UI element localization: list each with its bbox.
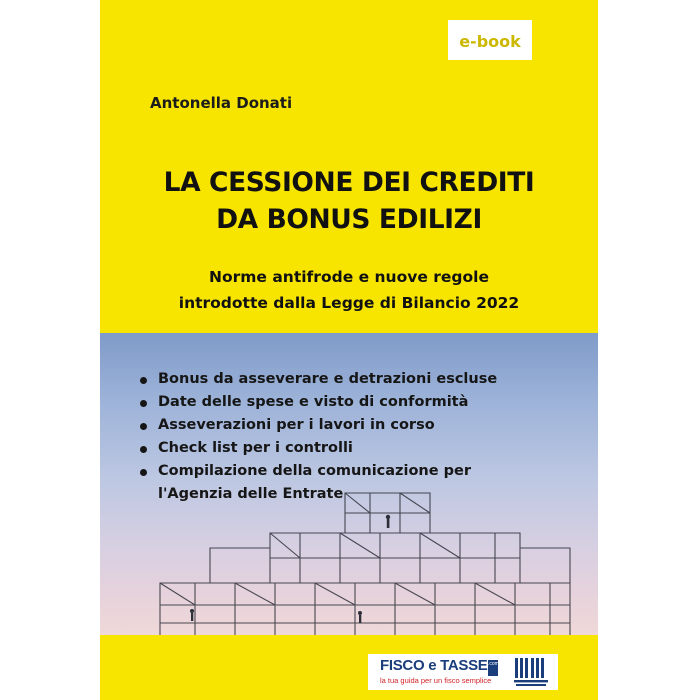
book-subtitle xyxy=(100,264,598,316)
book-cover xyxy=(100,0,598,700)
list-item: Bonus da asseverare e detrazioni escluse xyxy=(140,368,528,391)
fiscoetasse-logo: FISCO e TASSE xyxy=(380,657,488,674)
ebook-badge: e-book xyxy=(448,20,532,60)
list-item: Compilazione della comunicazione per l'Agenzia delle Entrate xyxy=(140,460,528,506)
title-line-1: LA CESSIONE DEI CREDITI xyxy=(163,167,535,198)
publisher-tagline: la tua guida per un fisco semplice xyxy=(380,676,492,685)
book-title xyxy=(100,164,598,238)
list-item: Check list per i controlli xyxy=(140,437,528,460)
title-line-2: DA BONUS EDILIZI xyxy=(216,204,482,235)
scaffolding-photo xyxy=(100,333,598,635)
publisher-logos xyxy=(368,654,558,690)
author-name: Antonella Donati xyxy=(150,94,293,112)
subtitle-line-1: Norme antifrode e nuove regole xyxy=(209,268,489,286)
maggioli-logo-icon xyxy=(512,656,550,688)
feature-list xyxy=(140,368,528,506)
com-mark: .com xyxy=(488,660,498,676)
list-item: Asseverazioni per i lavori in corso xyxy=(140,414,528,437)
subtitle-line-2: introdotte dalla Legge di Bilancio 2022 xyxy=(178,294,520,312)
list-item: Date delle spese e visto di conformità xyxy=(140,391,528,414)
